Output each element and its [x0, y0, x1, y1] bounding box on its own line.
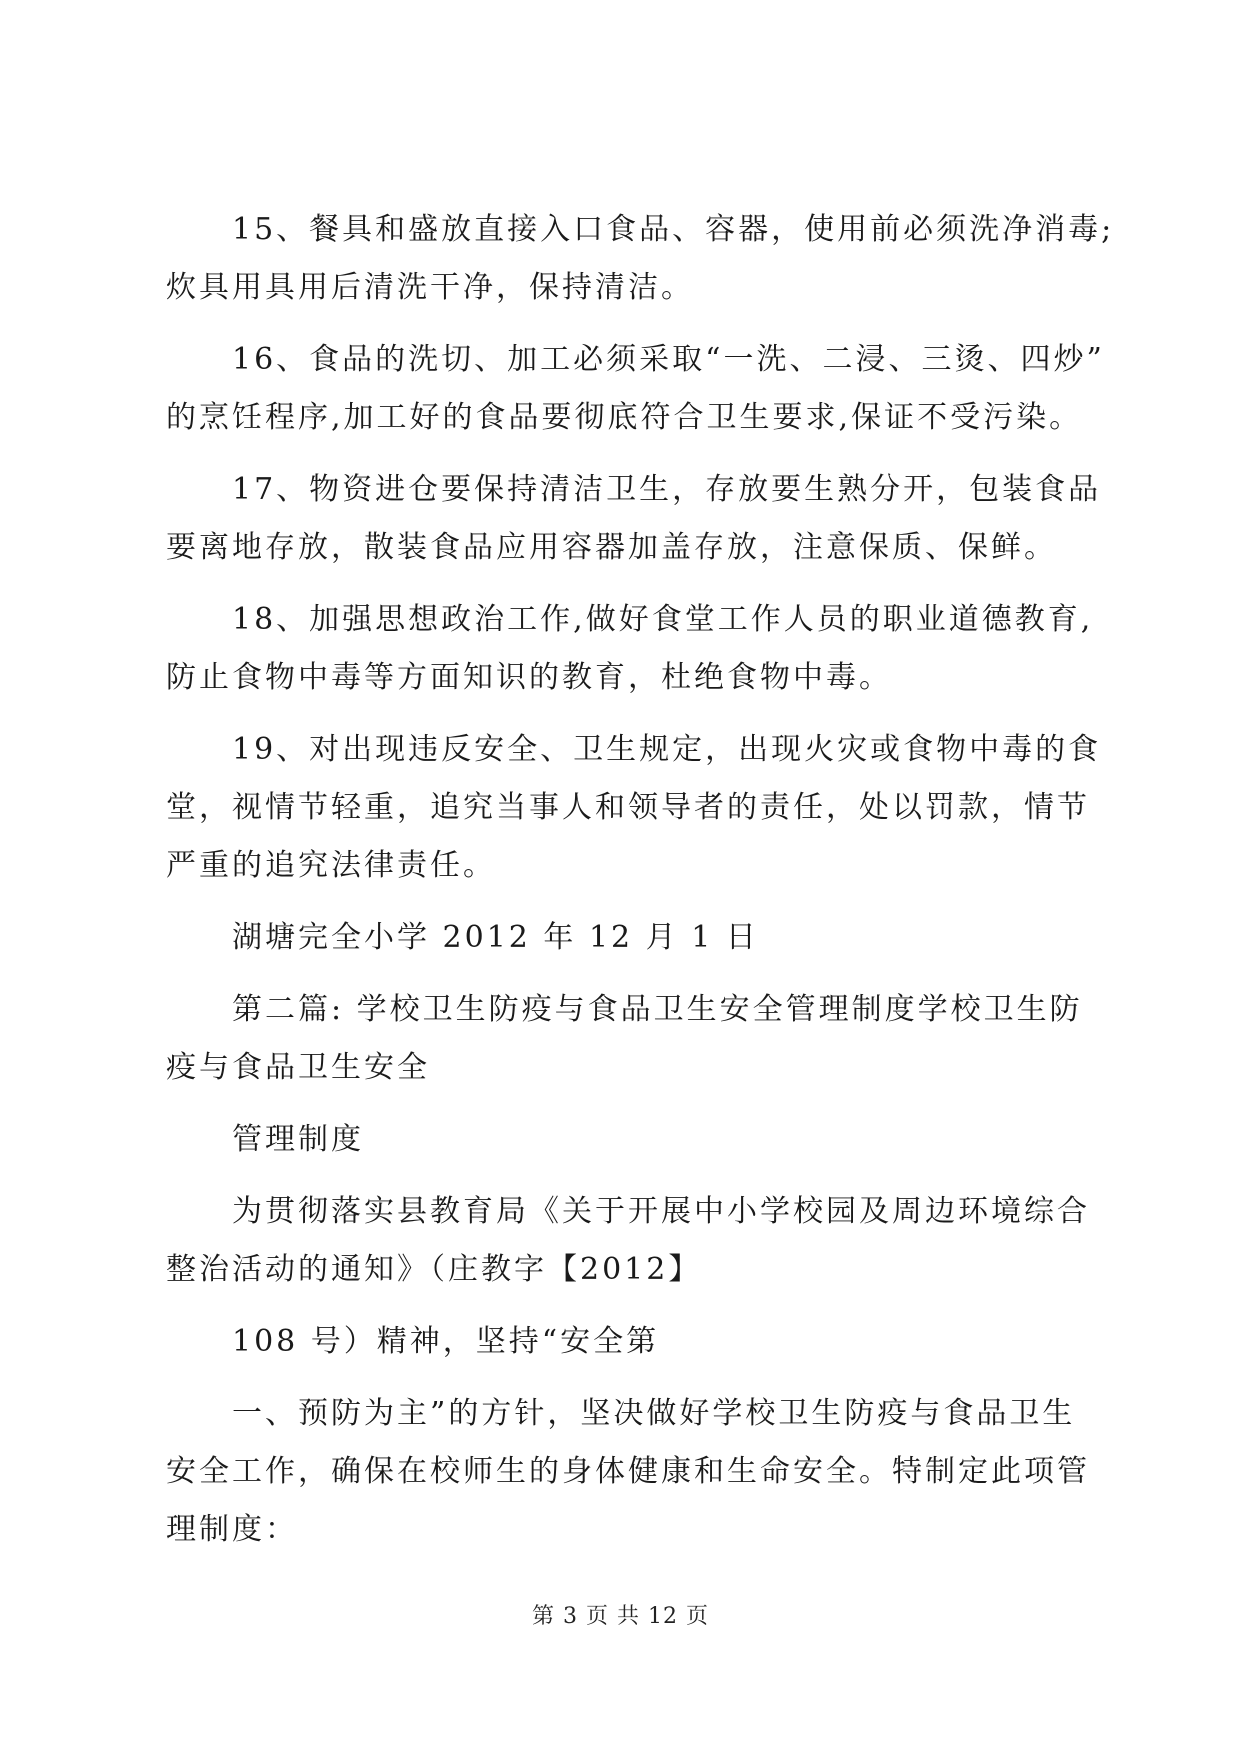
paragraph-line: 安全工作，确保在校师生的身体健康和生命安全。特制定此项管: [166, 1454, 1090, 1489]
paragraph-line: 17、物资进仓要保持清洁卫生，存放要生熟分开，包装食品: [232, 472, 1102, 507]
paragraph-line: 15、餐具和盛放直接入口食品、容器，使用前必须洗净消毒;: [232, 212, 1115, 247]
paragraph-line: 整治活动的通知》（庄教字【2012】: [166, 1252, 702, 1287]
section-heading-line: 疫与食品卫生安全: [166, 1050, 430, 1085]
section-heading-line: 管理制度: [232, 1122, 364, 1157]
paragraph-line: 一、预防为主”的方针，坚决做好学校卫生防疫与食品卫生: [232, 1396, 1076, 1431]
page-number-footer: 第 3 页 共 12 页: [532, 1604, 709, 1629]
section-heading-line: 第二篇: 学校卫生防疫与食品卫生安全管理制度学校卫生防: [232, 992, 1083, 1027]
paragraph-line: 108 号）精神，坚持“安全第: [232, 1324, 660, 1359]
signature-date-line: 湖塘完全小学 2012 年 12 月 1 日: [232, 920, 759, 955]
paragraph-line: 要离地存放，散装食品应用容器加盖存放，注意保质、保鲜。: [166, 530, 1057, 565]
paragraph-line: 理制度：: [166, 1512, 298, 1547]
paragraph-line: 16、食品的洗切、加工必须采取“一洗、二浸、三烫、四炒”: [232, 342, 1105, 377]
paragraph-line: 为贯彻落实县教育局《关于开展中小学校园及周边环境综合: [232, 1194, 1090, 1229]
paragraph-line: 炊具用具用后清洗干净，保持清洁。: [166, 270, 694, 305]
paragraph-line: 防止食物中毒等方面知识的教育，杜绝食物中毒。: [166, 660, 892, 695]
paragraph-line: 严重的追究法律责任。: [166, 848, 496, 883]
paragraph-line: 19、对出现违反安全、卫生规定，出现火灾或食物中毒的食: [232, 732, 1102, 767]
paragraph-line: 的烹饪程序,加工好的食品要彻底符合卫生要求,保证不受污染。: [166, 400, 1083, 435]
paragraph-line: 堂，视情节轻重，追究当事人和领导者的责任，处以罚款，情节: [166, 790, 1090, 825]
paragraph-line: 18、加强思想政治工作,做好食堂工作人员的职业道德教育,: [232, 602, 1094, 637]
